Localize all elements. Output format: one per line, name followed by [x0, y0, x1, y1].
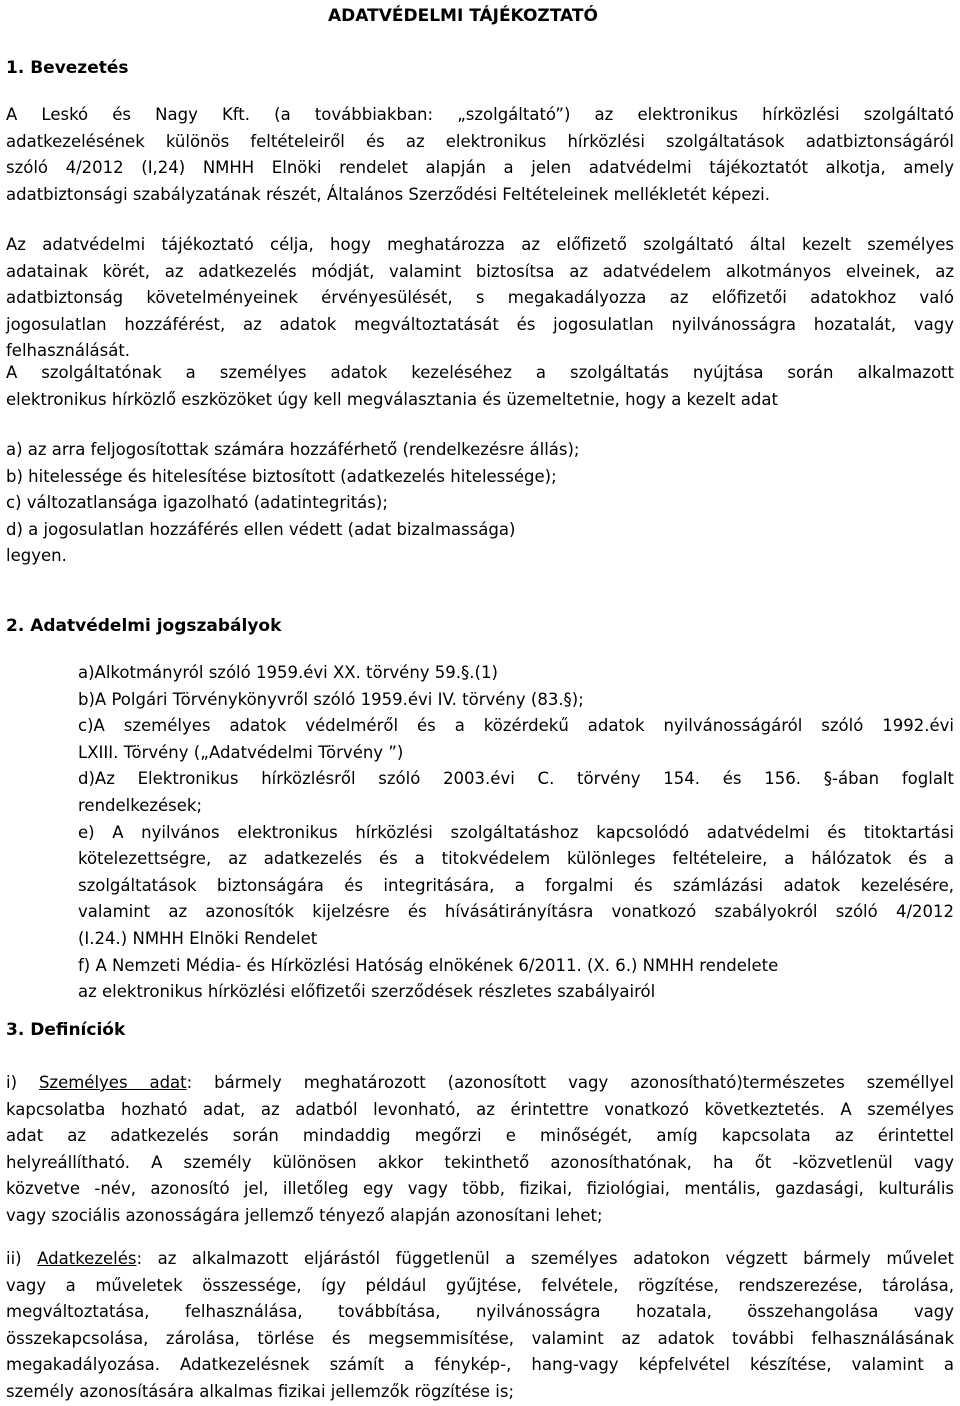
intro-paragraph	[6, 102, 954, 208]
list-item: a) az arra feljogosítottak számára hozzáférhető (rendelkezésre állás);	[6, 440, 580, 459]
law-item-continued: LXIII. Törvény („Adatvédelmi Törvény ”)	[78, 742, 404, 762]
definition-text: : bármely meghatározott (azonosított vagy azonosítható)természetes személlyel	[186, 1073, 954, 1092]
document-title: ADATVÉDELMI TÁJÉKOZTATÓ	[328, 6, 598, 26]
purpose-paragraph	[6, 232, 954, 365]
text-line: A szolgáltatónak a személyes adatok kezeléséhez a szolgáltatás nyújtása során alkalmazott	[6, 363, 954, 382]
law-item-continued: szolgáltatások biztonságára és integritására, a forgalmi és számlázási adatok kezelésére,	[78, 875, 954, 895]
text-line: adat az adatkezelés során mindaddig megőrzi e minőségét, amíg kapcsolata az érintettel	[6, 1126, 954, 1146]
law-item: a)Alkotmányról szóló 1959.évi XX. törvény 59.§.(1)	[78, 663, 498, 682]
text-line: kapcsolatba hozható adat, az adatból levonható, az érintettre vonatkozó következtetés. A személyes	[6, 1099, 954, 1119]
definition-prefix: i)	[6, 1073, 39, 1092]
section-heading-definitions: 3. Definíciók	[6, 1020, 126, 1040]
list-item: legyen.	[6, 546, 67, 566]
definition-prefix: ii)	[6, 1249, 38, 1268]
law-item: f) A Nemzeti Média- és Hírközlési Hatóság elnökének 6/2011. (X. 6.) NMHH rendelete	[78, 955, 779, 975]
list-item: b) hitelessége és hitelesítése biztosított (adatkezelés hitelessége);	[6, 466, 557, 486]
text-line: vagy a műveletek összessége, így például gyűjtése, felvétele, rögzítése, rendszerezése, tárolása,	[6, 1275, 954, 1295]
law-list	[78, 660, 954, 1006]
provider-paragraph	[6, 360, 954, 413]
text-line: elektronikus hírközlő eszközöket úgy kell megválasztania és üzemeltetnie, hogy a kezelt adat	[6, 389, 778, 409]
law-item: b)A Polgári Törvénykönyvről szóló 1959.évi IV. törvény (83.§);	[78, 689, 584, 709]
law-item-continued: az elektronikus hírközlési előfizetői szerződések részletes szabályairól	[78, 982, 656, 1002]
text-line: adatkezelésének különös feltételeiről és az elektronikus hírközlési szolgáltatások adatbiztonságáról	[6, 131, 954, 151]
text-line: összekapcsolása, zárolása, törlése és megsemmisítése, valamint az adatok további felhasználásának	[6, 1328, 954, 1348]
text-line: adatbiztonság követelményeinek érvényesülését, s megakadályozza az előfizetői adatokhoz való	[6, 288, 954, 308]
text-line: Az adatvédelmi tájékoztató célja, hogy meghatározza az előfizető szolgáltató által kezelt személyes	[6, 235, 954, 254]
requirements-list	[6, 437, 580, 570]
law-item: e) A nyilvános elektronikus hírközlési szolgáltatáshoz kapcsolódó adatvédelmi és titoktartási	[78, 822, 954, 842]
law-item: d)Az Elektronikus hírközlésről szóló 2003.évi C. törvény 154. és 156. §-ában foglalt	[78, 769, 954, 789]
text-line: szóló 4/2012 (I,24) NMHH Elnöki rendelet alapján a jelen adatvédelmi tájékoztatót alkotja, amely	[6, 158, 954, 178]
text-line	[6, 1246, 954, 1273]
text-line	[6, 1070, 954, 1097]
law-item-continued: (I.24.) NMHH Elnöki Rendelet	[78, 928, 318, 948]
text-line: vagy szociális azonosságára jellemző tényező alapján azonosítani lehet;	[6, 1205, 603, 1225]
law-item-continued: kötelezettségre, az adatkezelés és a titokvédelem különleges feltételeire, a hálózatok és a	[78, 849, 954, 869]
definition-term: Adatkezelés	[37, 1249, 137, 1268]
law-item: c)A személyes adatok védelméről és a közérdekű adatok nyilvánosságáról szóló 1992.évi	[78, 716, 954, 736]
definition-term: Személyes adat	[38, 1073, 187, 1092]
text-line: megakadályozása. Adatkezelésnek számít a fénykép-, hang-vagy képfelvétel készítése, valamint a	[6, 1355, 954, 1375]
list-item: c) változatlansága igazolható (adatintegritás);	[6, 493, 388, 513]
text-line: adatainak körét, az adatkezelés módját, valamint biztosítsa az adatvédelem alkotmányos elveinek, az	[6, 261, 954, 281]
section-heading-introduction: 1. Bevezetés	[6, 58, 129, 78]
list-item: d) a jogosulatlan hozzáférés ellen védett (adat bizalmassága)	[6, 519, 516, 539]
definition-personal-data	[6, 1070, 954, 1230]
section-heading-legislation: 2. Adatvédelmi jogszabályok	[6, 616, 282, 636]
definition-text: : az alkalmazott eljárástól függetlenül a személyes adatokon végzett bármely művelet	[136, 1249, 954, 1268]
text-line: személy azonosítására alkalmas fizikai jellemzők rögzítése is;	[6, 1381, 515, 1401]
text-line: jogosulatlan hozzáférést, az adatok megváltoztatását és jogosulatlan nyilvánosságra hozatalát, vagy	[6, 314, 954, 334]
text-line: helyreállítható. A személy különösen akkor tekinthető azonosíthatónak, ha őt -közvetlenül vagy	[6, 1152, 954, 1172]
text-line: felhasználását.	[6, 341, 131, 361]
definition-data-processing	[6, 1246, 954, 1406]
text-line: adatbiztonsági szabályzatának részét, Általános Szerződési Feltételeinek mellékletét képezi.	[6, 184, 770, 204]
text-line: közvetve -név, azonosító jel, illetőleg egy vagy több, fizikai, fiziológiai, mentális, gazdasági, kulturális	[6, 1179, 954, 1199]
text-line: A Leskó és Nagy Kft. (a továbbiakban: „szolgáltató”) az elektronikus hírközlési szolgáltató	[6, 105, 954, 124]
text-line: megváltoztatása, felhasználása, továbbítása, nyilvánosságra hozatala, összehangolása vagy	[6, 1302, 954, 1322]
law-item-continued: rendelkezések;	[78, 795, 203, 815]
law-item-continued: valamint az azonosítók kijelzésre és hívásátirányításra vonatkozó szabályokról szóló 4/2012	[78, 902, 954, 922]
